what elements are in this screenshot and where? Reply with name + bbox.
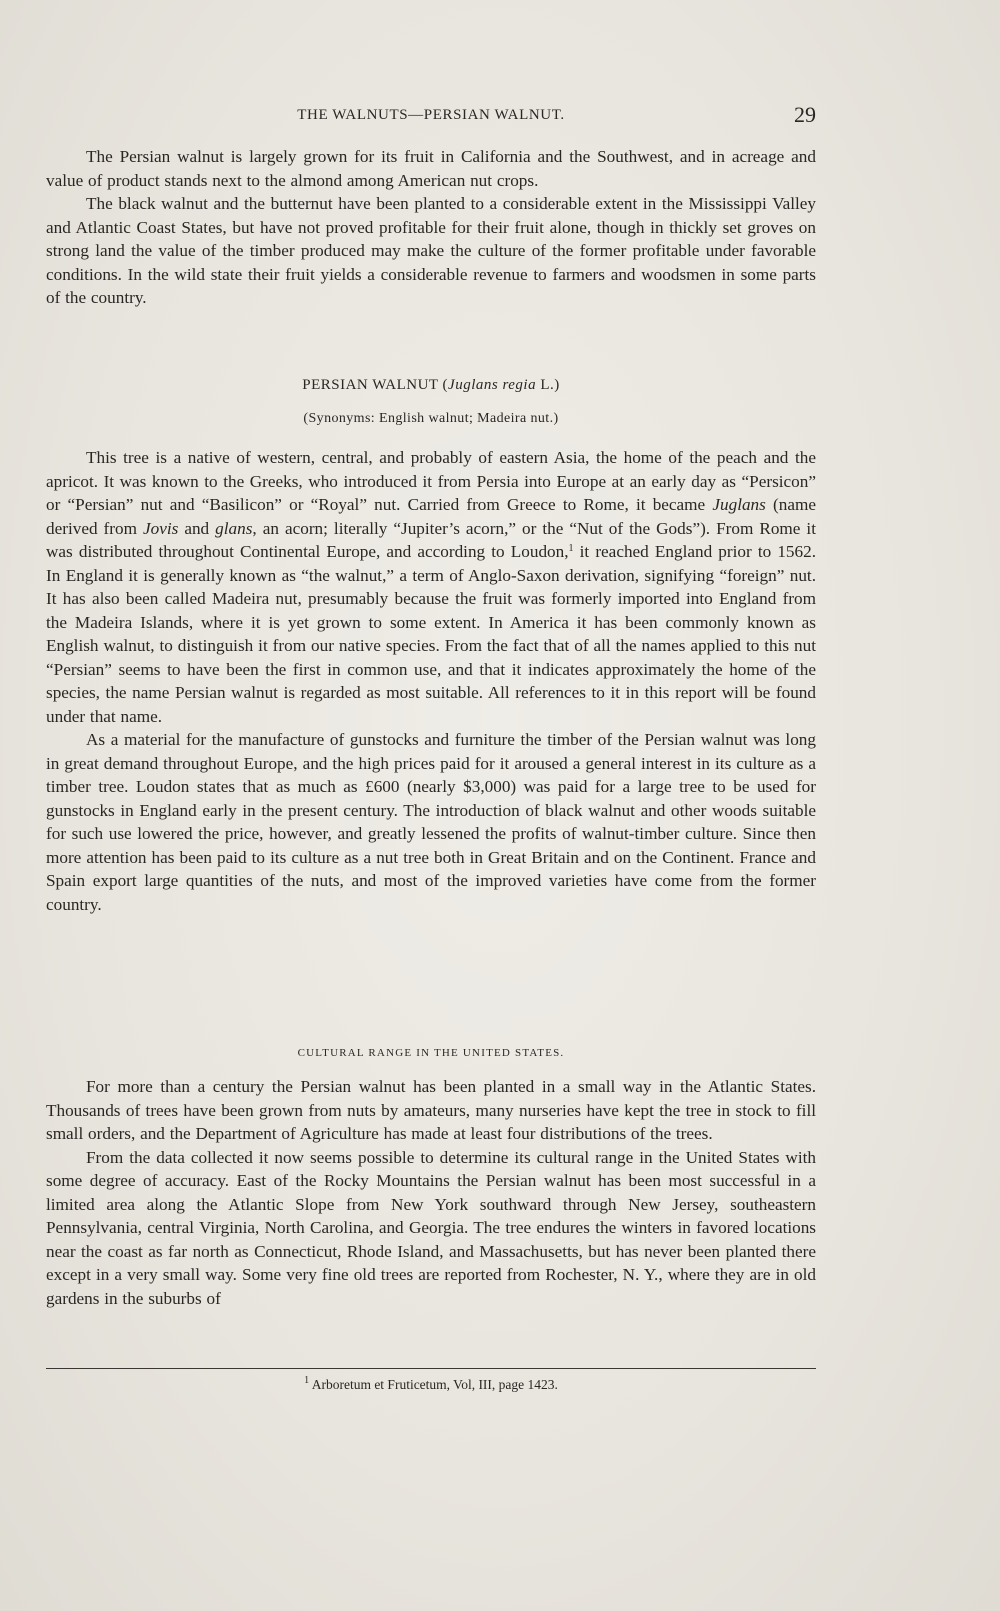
text-run: it reached England prior to 1562. In England it is generally known as “the walnut,” a term of Anglo-Saxon derivation, signifying “foreign” nut. It has also been called Madeira nut, presumably because the fruit was formerly imported into England from the Madeira Islands, where it is yet grown to some extent. In America it has been commonly known as English walnut, to distinguish it from our native species. From the fact that of all the names applied to this nut “Persian” seems to have been the first in common use, and that it indicates approximately the home of the species, the name Persian walnut is regarded as most suitable. All references to it in this report will be found under that name.: [46, 542, 816, 726]
intro-section: [46, 145, 816, 310]
heading-suffix: L.): [536, 377, 560, 393]
text-run: and: [178, 518, 216, 538]
persian-walnut-section: [46, 446, 816, 916]
heading-prefix: PERSIAN WALNUT (: [302, 377, 449, 393]
footnote-divider: [46, 1368, 816, 1369]
range-paragraph-1: For more than a century the Persian walnut has been planted in a small way in the Atlantic States. Thousands of trees have been grown from nuts by amateurs, many nurseries have kept the tree in stock to fill small orders, and the Department of Agriculture has made at least four distributions of the trees.: [46, 1077, 816, 1143]
latin-term-glans: glans: [215, 518, 253, 538]
heading-latin-name: Juglans regia: [448, 377, 537, 393]
intro-paragraph-1: The Persian walnut is largely grown for its fruit in California and the Southwest, and in acreage and value of product stands next to the almond among American nut crops.: [46, 147, 816, 190]
intro-paragraph-2: The black walnut and the butternut have been planted to a considerable extent in the Mississippi Valley and Atlantic Coast States, but have not proved profitable for their fruit alone, though in thickly set groves on strong land the value of the timber produced may make the culture of the former profitable under favorable conditions. In the wild state their fruit yields a considerable revenue to farmers and woodsmen in some parts of the country.: [46, 194, 816, 307]
persian-paragraph-2: As a material for the manufacture of gunstocks and furniture the timber of the Persian walnut was long in great demand throughout Europe, and the high prices paid for it aroused a general interest in its culture as a timber tree. Loudon states that as much as £600 (nearly $3,000) was paid for a large tree to be used for gunstocks in England early in the present century. The introduction of black walnut and other woods suitable for such use lowered the price, however, and greatly lessened the profits of walnut-timber culture. Since then more attention has been paid to its culture as a nut tree both in Great Britain and on the Continent. France and Spain export large quantities of the nuts, and most of the improved varieties have come from the former country.: [46, 730, 816, 914]
footnote: [46, 1377, 816, 1393]
text-run: This tree is a native of western, central, and probably of eastern Asia, the home of the peach and the apricot. It was known to the Greeks, who introduced it from Persia into Europe at an early day as “Persicon” or “Persian” nut and “Basilicon” or “Royal” nut. Carried from Greece to Rome, it became: [46, 448, 816, 514]
text-run: (name derived from: [46, 495, 816, 538]
footnote-mark: 1: [304, 1375, 310, 1386]
range-paragraph-2: From the data collected it now seems possible to determine its cultural range in the United States with some degree of accuracy. East of the Rocky Mountains the Persian walnut has been most successful in a limited area along the Atlantic Slope from New York southward through New Jersey, southeastern Pennsylvania, central Virginia, North Carolina, and Georgia. The tree endures the winters in favored locations near the coast as far north as Connecticut, Rhode Island, and Massachusetts, but has never been planted there except in a very small way. Some very fine old trees are reported from Rochester, N. Y., where they are in old gardens in the suburbs of: [46, 1147, 816, 1308]
synonyms-line: (Synonyms: English walnut; Madeira nut.): [303, 411, 559, 426]
footnote-text: Arboretum et Fruticetum, Vol, III, page 1423.: [309, 1377, 558, 1392]
running-header-title: THE WALNUTS—PERSIAN WALNUT.: [297, 107, 565, 123]
persian-paragraph-1: [46, 446, 816, 728]
latin-term-jovis: Jovis: [142, 518, 179, 538]
running-header: [46, 104, 816, 128]
footnote-reference: 1: [568, 543, 574, 554]
cultural-range-section: [46, 1075, 816, 1310]
latin-term-juglans: Juglans: [712, 495, 766, 514]
text-run: , an acorn; literally “Jupiter’s acorn,” or the “Nut of the Gods”). From Rome it was distributed throughout Continental Europe, and according to Loudon,: [46, 518, 816, 561]
section-heading-cultural-range: CULTURAL RANGE IN THE UNITED STATES.: [297, 1047, 565, 1059]
page-number: 29: [794, 102, 816, 127]
section-heading-persian-walnut: [46, 377, 816, 394]
